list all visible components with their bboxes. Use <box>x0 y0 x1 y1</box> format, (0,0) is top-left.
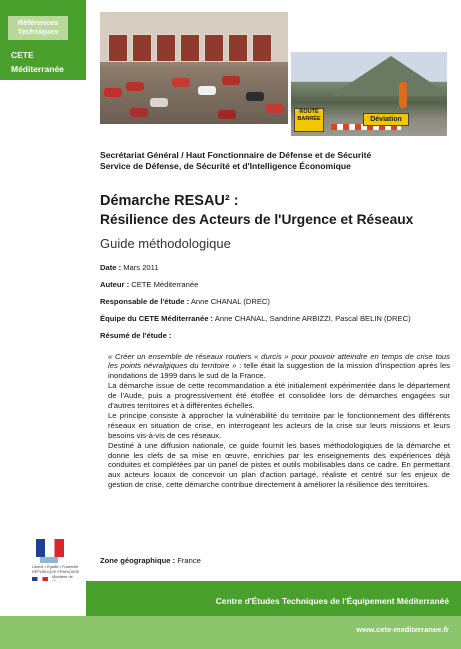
footer-url-link[interactable]: www.cete-mediterranee.fr <box>356 625 449 634</box>
main-text <box>100 150 452 490</box>
responsible-value: Anne CHANAL (DREC) <box>189 296 270 306</box>
zone-label: Zone géographique : <box>100 556 176 565</box>
cete-line-1: CETE <box>11 50 34 60</box>
abstract-paragraph: Destiné à une diffusion nationale, ce guide fournit les bases méthodologiques de la démarche et donne les clefs de sa mise en œuvre, enrichies par les enseignements des expériences déjà conduites et complétées par un panel de pistes et outils mobilisables dans ce cadre. En permettant aux acteurs locaux de concevoir un plan d'action partagé, réaliste et centré sur les enjeux de gestion de crise, cette démarche contribue directement à améliorer la résilience des territoires. <box>108 440 450 490</box>
marianne-logo-icon <box>36 539 64 557</box>
abstract <box>108 352 450 491</box>
footer-title: Centre d'Études Techniques de l'Équipement Méditerranéé <box>215 596 449 606</box>
date-row <box>100 263 452 273</box>
car <box>246 92 264 101</box>
date-value: Mars 2011 <box>121 262 159 272</box>
car <box>198 86 216 95</box>
zone-value: France <box>175 556 201 565</box>
cete-line-2: Méditerranée <box>11 64 64 74</box>
summary-label: Résumé de l'étude : <box>100 330 172 340</box>
abstract-paragraph: La démarche issue de cette recommandation a été initialement expérimentée dans le département de l'Aude, puis a progressivement été étoffée et consolidée lors de démarches engagées sur d'autres territoires et à différentes échelles. <box>108 381 450 411</box>
org-line-2: Service de Défense, de Sécurité et d'Intelligence Économique <box>100 161 351 171</box>
garage-door <box>252 34 272 62</box>
road-worker <box>399 82 407 108</box>
metadata <box>100 263 452 324</box>
car <box>150 98 168 107</box>
team-value: Anne CHANAL, Sandrine ARBIZZI, Pascal BELIN (DREC) <box>213 313 411 323</box>
garage-door <box>108 34 128 62</box>
sign-line-1: ROUTE <box>299 109 319 115</box>
sidebar <box>0 0 86 568</box>
author-label: Auteur : <box>100 279 130 289</box>
garage-door <box>132 34 152 62</box>
responsible-label: Responsable de l'étude : <box>100 296 190 306</box>
date-label: Date : <box>100 262 122 272</box>
responsible-row <box>100 297 452 307</box>
document-title: Démarche RESAU² : <box>100 193 239 209</box>
author-value: CETE Méditerranée <box>129 279 199 289</box>
fire-truck <box>130 108 148 117</box>
geographic-zone <box>100 556 201 565</box>
fire-truck <box>222 76 240 85</box>
fire-truck <box>218 110 236 119</box>
logo-caption-ministry: Ministère de <box>52 575 73 579</box>
logo-mark-icon <box>40 557 58 563</box>
cete-label <box>11 48 64 76</box>
footer-url-band <box>0 616 461 649</box>
team-label: Équipe du CETE Méditerranée : <box>100 313 214 323</box>
fire-truck <box>266 104 284 113</box>
footer-title-band <box>86 581 461 616</box>
abstract-p1-rest: : telle était la suggestion de la mission d'inspection après les inondations de 1999 dans le sud de la France. <box>108 361 450 381</box>
sidebar-green-block <box>0 0 86 80</box>
fire-truck <box>172 78 190 87</box>
footer-left-spacer <box>0 581 86 616</box>
fire-truck <box>126 82 144 91</box>
logo-caption-republic: Liberté • Égalité • Fraternité RÉPUBLIQUE FRANÇAISE <box>32 565 80 574</box>
garage-door <box>204 34 224 62</box>
road-closed-photo <box>291 52 447 136</box>
abstract-quote: « Créer un ensemble de réseaux routiers « durcis » pour pouvoir atteindre en temps de crise tous les points névralgiques du territoire » <box>108 351 450 371</box>
fire-truck <box>104 88 122 97</box>
document-subtitle: Résilience des Acteurs de l'Urgence et Réseaux <box>100 212 414 227</box>
ref-line-2: Techniques <box>17 27 59 36</box>
flooded-fire-station-photo <box>100 12 288 124</box>
route-barree-sign <box>294 108 324 132</box>
fire-station-building <box>100 12 288 62</box>
org-line-1: Secrétariat Général / Haut Fonctionnaire de Défense et de Sécurité <box>100 150 372 160</box>
abstract-paragraph <box>108 352 450 382</box>
ref-line-1: Références <box>17 18 59 27</box>
garage-door <box>180 34 200 62</box>
sign-line-2: BARRÉE <box>297 116 321 122</box>
team-row <box>100 314 452 324</box>
garage-door <box>156 34 176 62</box>
garage-door <box>228 34 248 62</box>
document-type: Guide méthodologique <box>100 235 231 251</box>
mountain <box>331 56 447 96</box>
abstract-paragraph: Le principe consiste à approcher la vulnérabilité du territoire par le fonctionnement des différents réseaux en situation de crise, en interrogeant les acteurs de la crise sur leurs missions et leurs besoins vis-à-vis de ces réseaux. <box>108 410 450 440</box>
author-row <box>100 280 452 290</box>
deviation-sign: Déviation <box>363 113 409 126</box>
references-techniques-badge <box>8 16 68 40</box>
